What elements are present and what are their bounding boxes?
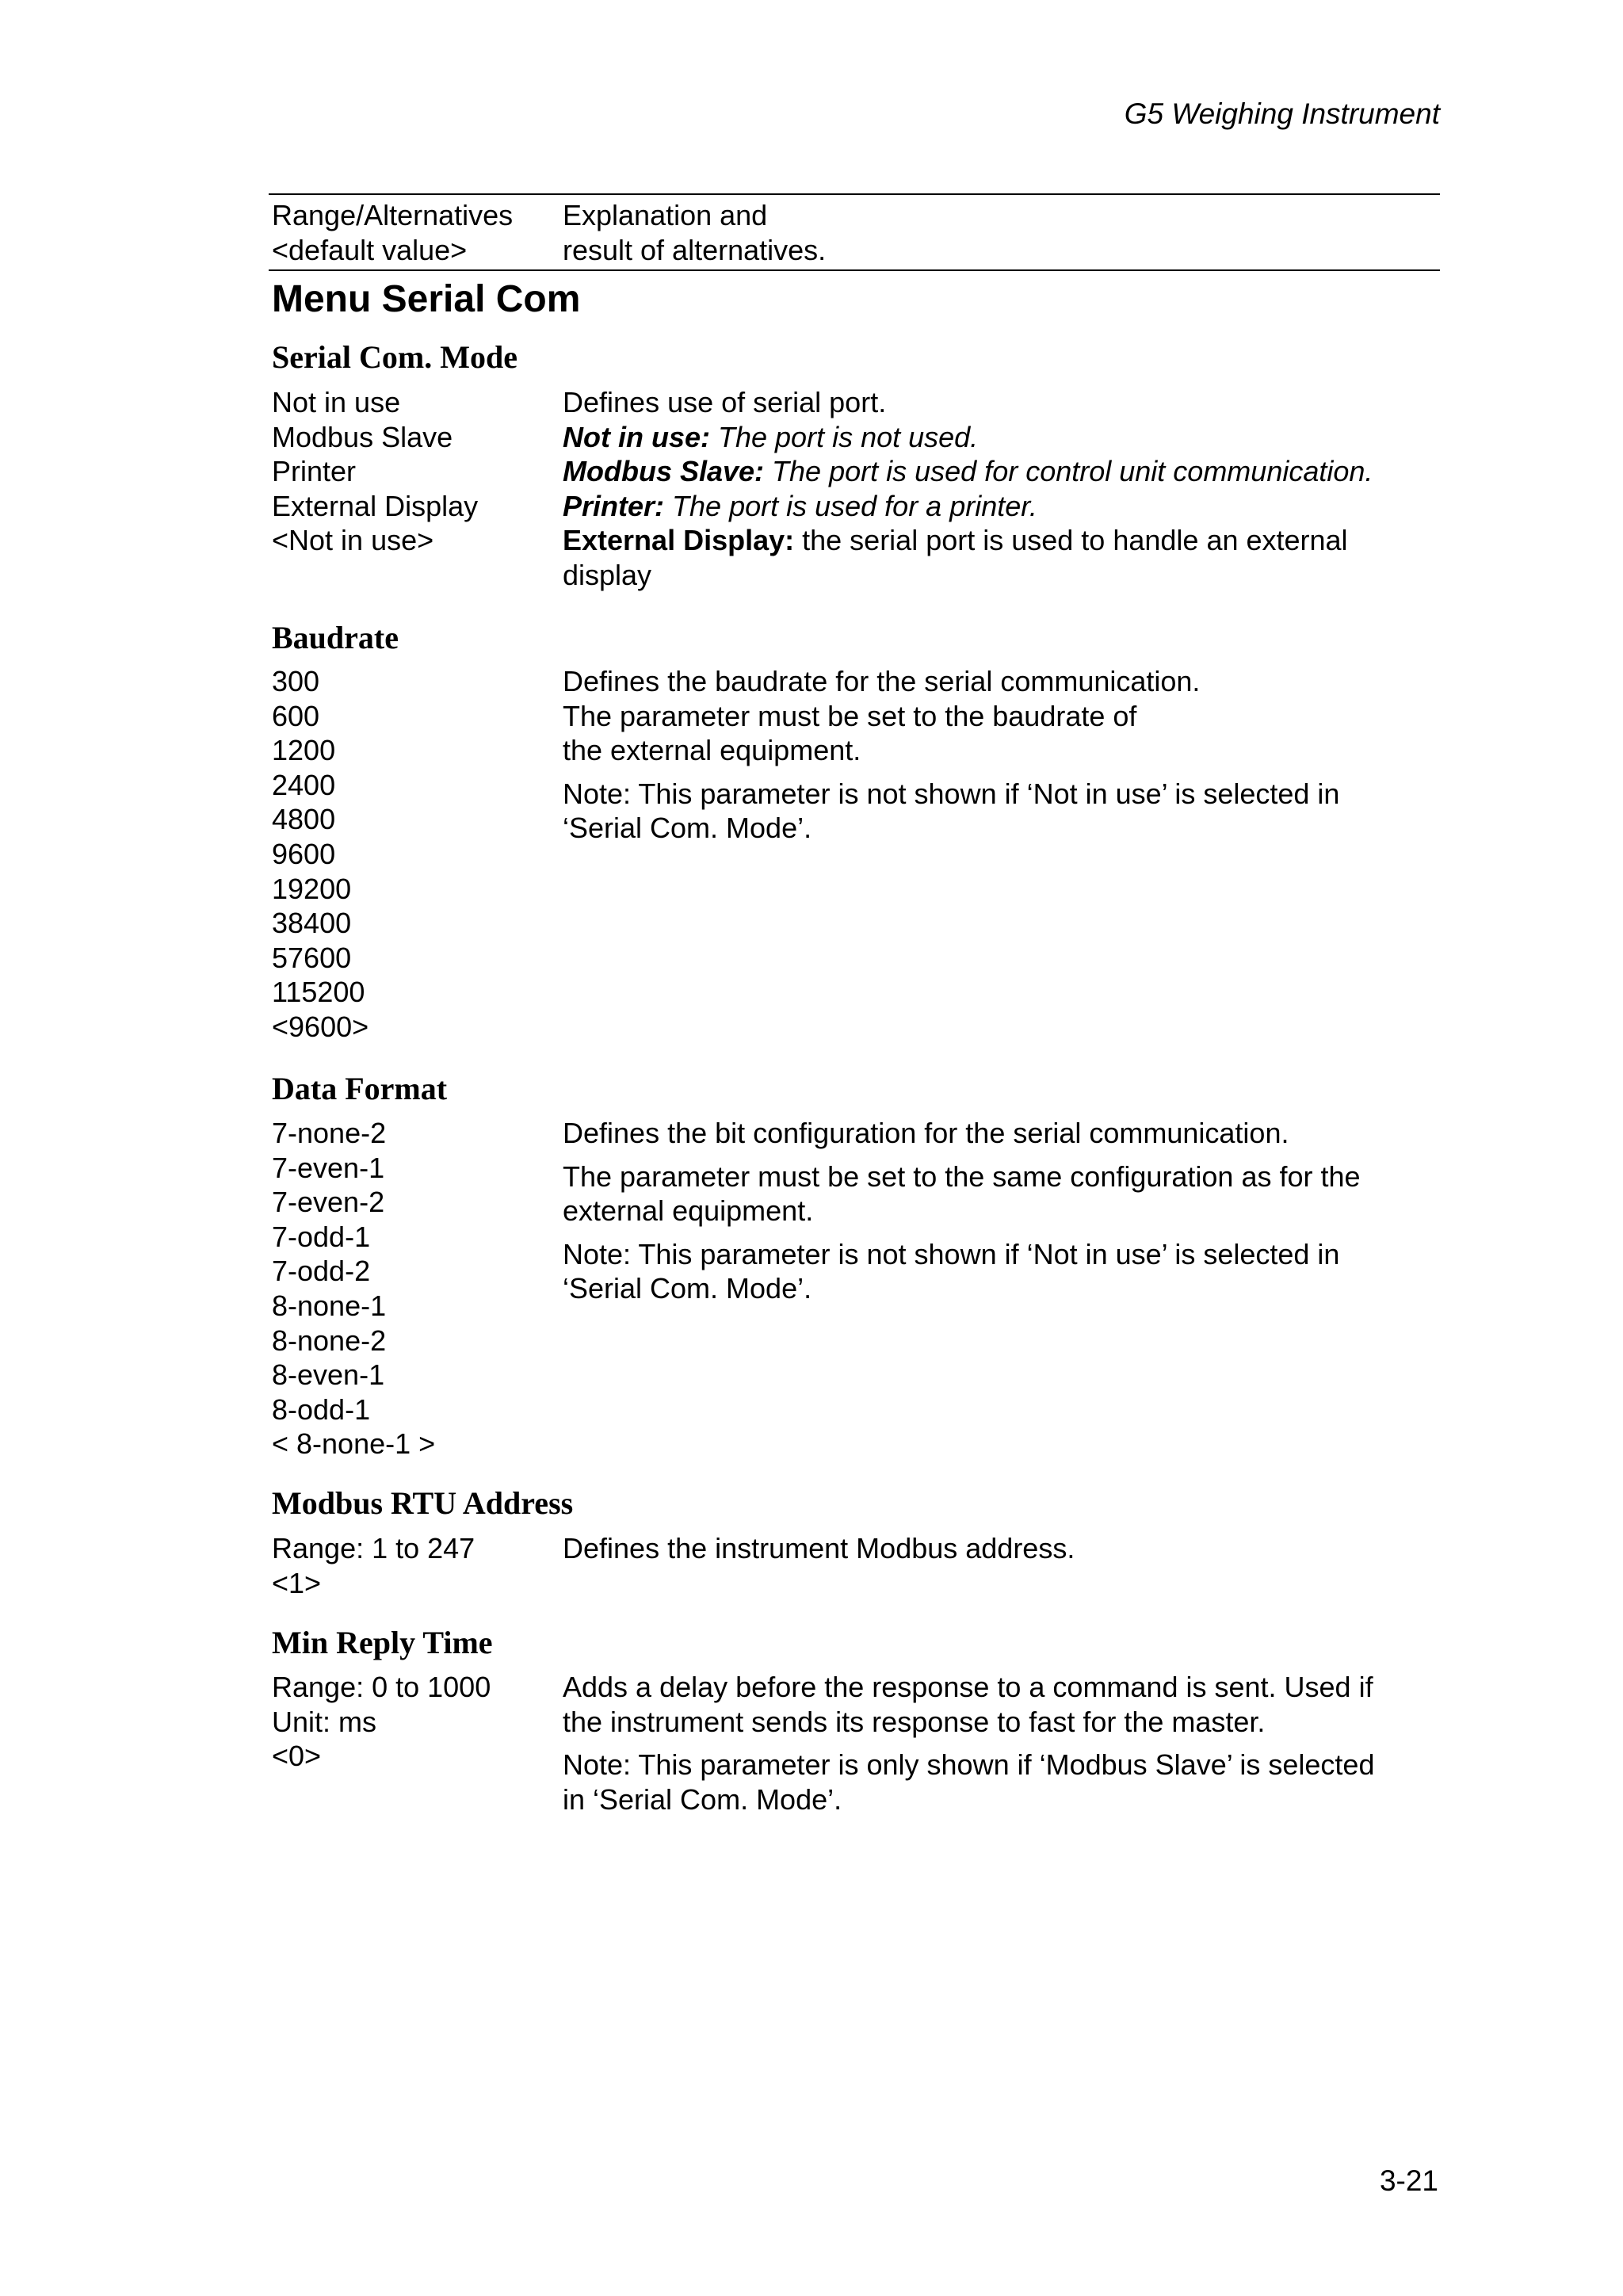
section-heading-baudrate: Baudrate [272,620,399,655]
alternative: 600 [272,699,320,732]
alternative: Printer [272,455,357,488]
modbus-rtu-alternatives [272,1531,475,1600]
data-format-explanation [563,1116,1442,1306]
alternative: Modbus Slave [272,420,453,453]
serial-com-mode-alternatives [272,385,478,558]
note-paragraph [563,777,1442,846]
alternative: 19200 [272,872,352,905]
default-value: <1> [272,1566,322,1599]
alternative: 7-odd-2 [272,1255,371,1288]
alternative: 8-none-2 [272,1324,387,1357]
baudrate-alternatives [272,664,369,1045]
alternative: Not in use [272,386,401,418]
alternative: 8-even-1 [272,1358,385,1392]
explanation-line: external equipment. [563,1194,814,1228]
section-heading-serial-com-mode: Serial Com. Mode [272,339,517,375]
explanation-line: Defines the instrument Modbus address. [563,1532,1075,1564]
explanation-line: Adds a delay before the response to a command is sent. Used if [563,1671,1373,1703]
note-line: ‘Serial Com. Mode’. [563,812,812,845]
column-header-default-line: <default value> [272,234,468,266]
explanation-line: The parameter must be set to the baudrate of [563,699,1137,732]
range-value: Range: 0 to 1000 [272,1671,491,1703]
note-line: ‘Serial Com. Mode’. [563,1272,812,1305]
note-line: in ‘Serial Com. Mode’. [563,1782,842,1816]
alternative: 2400 [272,768,336,801]
alternative: 8-none-1 [272,1289,387,1322]
data-format-alternatives [272,1116,435,1461]
column-header-explanation-line: Explanation and [563,199,768,231]
note-paragraph [563,1237,1442,1306]
option-term: External Display: [563,524,795,557]
alternative: 7-even-1 [272,1151,385,1184]
menu-title: Menu Serial Com [272,278,581,320]
option-text-continued: display [563,558,652,591]
option-printer [563,489,1442,524]
alternative: 7-odd-1 [272,1220,371,1253]
option-term: Not in use: [563,420,710,453]
alternative: 57600 [272,941,352,974]
explanation-paragraph [563,1116,1442,1151]
alternative: External Display [272,489,479,522]
default-value: <9600> [272,1010,369,1043]
column-header-range-line: Range/Alternatives [272,199,514,231]
table-header-bottom-rule [269,269,1440,271]
column-header-explanation [563,198,826,268]
serial-com-mode-explanation [563,385,1442,593]
alternative: 7-even-2 [272,1186,385,1219]
alternative: 1200 [272,734,336,767]
option-text: The port is used for a printer. [664,489,1037,522]
alternative: 300 [272,665,320,697]
note-line: Note: This parameter is not shown if ‘Not in use’ is selected in [563,1237,1340,1270]
option-term: Modbus Slave: [563,455,765,488]
section-heading-data-format: Data Format [272,1071,448,1106]
alternative: 9600 [272,837,336,870]
explanation-paragraph [563,1159,1442,1228]
explanation-line: the instrument sends its response to fast for the master. [563,1705,1266,1738]
note-line: Note: This parameter is not shown if ‘Not in use’ is selected in [563,777,1340,810]
explanation-paragraph [563,1670,1442,1739]
explanation-paragraph [563,664,1442,768]
note-paragraph [563,1748,1442,1817]
option-text: the serial port is used to handle an external [794,524,1348,557]
option-text: The port is not used. [710,420,979,453]
default-value: <0> [272,1740,322,1773]
explanation-line: the external equipment. [563,734,861,767]
explanation-line: Defines use of serial port. [563,386,887,418]
min-reply-alternatives [272,1670,491,1774]
alternative: 7-none-2 [272,1117,387,1149]
section-heading-min-reply-time: Min Reply Time [272,1625,493,1660]
default-value: <Not in use> [272,524,434,557]
baudrate-explanation [563,664,1442,846]
explanation-line: The parameter must be set to the same configuration as for the [563,1159,1361,1193]
option-not-in-use [563,420,1442,455]
unit-value: Unit: ms [272,1705,377,1738]
min-reply-explanation [563,1670,1442,1817]
option-text: The port is used for control unit communication. [764,455,1373,488]
table-header-top-rule [269,193,1440,195]
modbus-rtu-explanation [563,1531,1442,1566]
option-modbus-slave [563,454,1442,489]
range-value: Range: 1 to 247 [272,1532,475,1564]
explanation-line: Defines the bit configuration for the serial communication. [563,1117,1289,1149]
explanation-line: Defines the baudrate for the serial communication. [563,665,1201,697]
alternative: 8-odd-1 [272,1392,371,1426]
page-number: 3-21 [1379,2164,1438,2197]
option-term: Printer: [563,489,665,522]
option-external-display [563,523,1442,558]
column-header-result-line: result of alternatives. [563,234,827,266]
running-header: G5 Weighing Instrument [1124,97,1440,130]
alternative: 115200 [272,976,365,1009]
alternative: 4800 [272,803,336,836]
column-header-range [272,198,513,268]
note-line: Note: This parameter is only shown if ‘Modbus Slave’ is selected [563,1748,1375,1782]
section-heading-modbus-rtu-address: Modbus RTU Address [272,1485,574,1521]
default-value: < 8-none-1 > [272,1427,436,1461]
alternative: 38400 [272,907,352,940]
